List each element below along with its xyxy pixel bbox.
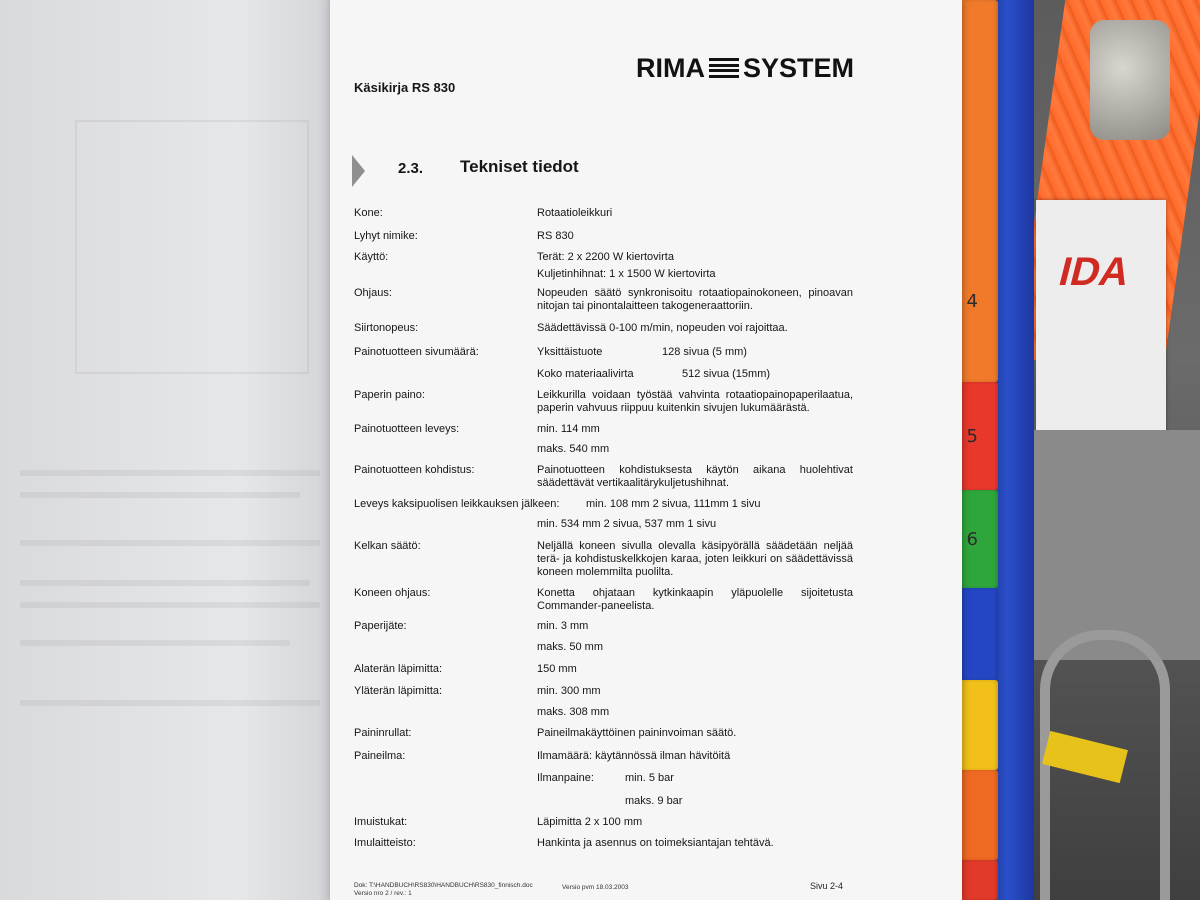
footer-version: Versio nro 2 / rev.: 1 (354, 890, 412, 897)
spec-value: Rotaatioleikkuri (537, 207, 613, 219)
spec-value: Koko materiaalivirta (537, 368, 634, 380)
manual-page (330, 0, 962, 900)
section-title: Tekniset tiedot (460, 157, 579, 176)
white-box (1036, 200, 1166, 440)
spec-label: Käyttö: (354, 251, 389, 263)
spec-value: 150 mm (537, 663, 577, 675)
spec-label: Yläterän läpimitta: (354, 685, 443, 697)
spec-value: maks. 540 mm (537, 443, 610, 455)
spec-value: Leikkurilla voidaan työstää vahvinta rotaatiopainopaperilaatua, paperin vahvuus riippuu kuitenkin sivujen lukumäärästä. (537, 389, 853, 414)
left-page-text-line (20, 540, 320, 546)
spec-table (330, 0, 962, 900)
index-tab-number: 4 (966, 291, 978, 312)
spec-value: Paineilmakäyttöinen paininvoiman säätö. (537, 727, 737, 739)
spec-label: Paininrullat: (354, 727, 412, 739)
spec-value: Ilmamäärä: käytännössä ilman hävitöitä (537, 750, 731, 762)
left-page-text-line (20, 700, 320, 706)
left-page-text-line (20, 580, 310, 586)
section-number: 2.3. (398, 160, 424, 177)
left-page-text-line (20, 602, 320, 608)
spec-label: Siirtonopeus: (354, 322, 419, 334)
spec-label: Kelkan säätö: (354, 540, 421, 552)
brand-logo-right: SYSTEM (743, 52, 855, 83)
left-page-text-line (20, 470, 320, 476)
spec-value: Konetta ohjataan kytkinkaapin yläpuolelle sijoitetusta Commander-paneelista. (537, 587, 853, 612)
spec-value: Hankinta ja asennus on toimeksiantajan tehtävä. (537, 837, 774, 849)
spec-value: min. 114 mm (537, 423, 600, 435)
spec-value: Läpimitta 2 x 100 mm (537, 816, 643, 828)
index-tab[interactable] (962, 680, 998, 770)
spec-value: Ilmanpaine: (537, 772, 594, 784)
grey-surface (1034, 430, 1200, 660)
footer-page-number: Sivu 2-4 (810, 881, 844, 891)
spec-value: maks. 308 mm (537, 706, 610, 718)
left-page-text-line (20, 640, 290, 646)
spec-value-extra: min. 5 bar (625, 772, 674, 784)
spec-value: Neljällä koneen sivulla olevalla käsipyörällä säädetään neljää terä- ja kohdistuskelkkojen karaa, joten leikkuri on säädettävissä koneen molemmilta puolilta. (537, 540, 853, 578)
spec-value-extra: maks. 9 bar (625, 795, 683, 807)
footer-document-info (354, 882, 533, 898)
box-logo: IDA (1054, 250, 1135, 294)
spec-value: RS 830 (537, 230, 574, 242)
spec-label: Alaterän läpimitta: (354, 663, 443, 675)
spec-label: Paperin paino: (354, 389, 425, 401)
left-page-text-line (20, 492, 300, 498)
spec-value: maks. 50 mm (537, 641, 604, 653)
spec-value: min. 3 mm (537, 620, 589, 632)
index-tab[interactable] (962, 490, 998, 588)
index-tab-number: 6 (966, 529, 978, 550)
spec-label: Kone: (354, 207, 383, 219)
spec-label: Imulaitteisto: (354, 837, 416, 849)
index-tab[interactable] (962, 0, 998, 382)
spec-value: Säädettävissä 0-100 m/min, nopeuden voi rajoittaa. (537, 322, 788, 334)
spec-label: Koneen ohjaus: (354, 587, 431, 599)
spec-value-extra: 512 sivua (15mm) (682, 368, 771, 380)
index-tab-number: 5 (966, 426, 978, 447)
spec-label: Paperijäte: (354, 620, 407, 632)
manual-title: Käsikirja RS 830 (354, 80, 456, 95)
spec-value-extra: 128 sivua (5 mm) (662, 346, 747, 358)
spec-label: Painotuotteen leveys: (354, 423, 460, 435)
brand-logo-left: RIMA (636, 52, 705, 83)
spec-value: min. 534 mm 2 sivua, 537 mm 1 sivu (537, 518, 717, 530)
left-page-figure (75, 120, 309, 374)
footer-date: Versio pvm 18.03.2003 (562, 884, 629, 891)
spec-value: Kuljetinhihnat: 1 x 1500 W kiertovirta (537, 268, 716, 280)
ratchet-buckle (1090, 20, 1170, 140)
spec-label: Lyhyt nimike: (354, 230, 418, 242)
spec-value: Yksittäistuote (537, 346, 603, 358)
spec-value: min. 108 mm 2 sivua, 111mm 1 sivu (586, 498, 761, 510)
spec-label: Paineilma: (354, 750, 406, 762)
spec-value: Nopeuden säätö synkronisoitu rotaatiopainokoneen, pinoavan nitojan tai pinontalaitteen takogeneraattoriin. (537, 287, 853, 312)
left-page (0, 0, 340, 900)
spec-label: Leveys kaksipuolisen leikkauksen jälkeen: (354, 498, 560, 510)
spec-label: Ohjaus: (354, 287, 392, 299)
index-tab[interactable] (962, 770, 998, 860)
footer-doc-path: Dok: T:\HANDBUCH\RS830\HANDBUCH\RS830_finnisch.doc (354, 882, 533, 889)
spec-value: Painotuotteen kohdistuksesta käytön aikana huolehtivat säädettävät vertikaalitärykuljetushihnat. (537, 464, 853, 489)
spec-value: min. 300 mm (537, 685, 601, 697)
index-tab[interactable] (962, 860, 998, 900)
spec-label: Painotuotteen kohdistus: (354, 464, 475, 476)
index-tab[interactable] (962, 588, 998, 680)
spec-value: Terät: 2 x 2200 W kiertovirta (537, 251, 674, 263)
spec-label: Imuistukat: (354, 816, 408, 828)
index-tab[interactable] (962, 382, 998, 490)
spec-label: Painotuotteen sivumäärä: (354, 346, 479, 358)
